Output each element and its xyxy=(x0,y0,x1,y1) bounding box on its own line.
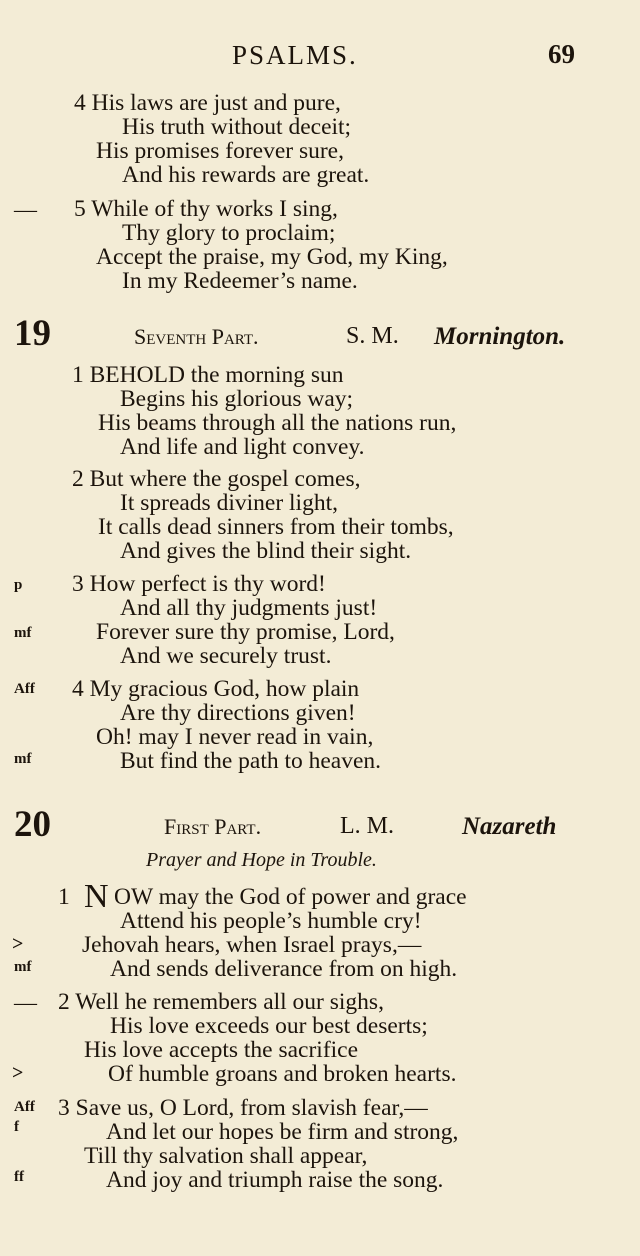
accent-mark: > xyxy=(12,933,24,955)
verse-line: Oh! may I never read in vain, xyxy=(96,724,374,750)
dynamic-dash: — xyxy=(14,990,37,1015)
verse-line: 5 While of thy works I sing, xyxy=(74,196,338,222)
dynamic-mark: Aff xyxy=(14,681,35,697)
verse-line: OW may the God of power and grace xyxy=(114,884,467,910)
verse-line: 4 His laws are just and pure, xyxy=(74,90,341,116)
verse-line: And sends deliverance from on high. xyxy=(110,956,458,982)
verse-line: Attend his people’s humble cry! xyxy=(120,908,422,934)
verse-line: His truth without deceit; xyxy=(122,114,352,140)
verse-line: His love accepts the sacrifice xyxy=(84,1037,359,1063)
dynamic-mark: mf xyxy=(14,625,32,641)
part-heading xyxy=(164,816,261,838)
verse-line: Are thy directions given! xyxy=(120,700,356,726)
verse-line: 2 Well he remembers all our sighs, xyxy=(58,989,384,1015)
psalm-number: 20 xyxy=(14,804,51,845)
page-number: 69 xyxy=(548,39,575,69)
verse-line: And joy and triumph raise the song. xyxy=(106,1167,444,1193)
verse-line: Thy glory to proclaim; xyxy=(122,220,336,246)
verse-line: 3 Save us, O Lord, from slavish fear,— xyxy=(58,1095,428,1121)
verse-line: Of humble groans and broken hearts. xyxy=(108,1061,457,1087)
verse-line: Begins his glorious way; xyxy=(120,386,354,412)
verse-line: In my Redeemer’s name. xyxy=(122,268,358,294)
verse-line: His love exceeds our best deserts; xyxy=(110,1013,428,1039)
dynamic-dash: — xyxy=(14,197,37,222)
verse-line: Till thy salvation shall appear, xyxy=(84,1143,368,1169)
psalm-number: 19 xyxy=(14,313,51,354)
verse-line: And all thy judgments just! xyxy=(120,595,378,621)
verse-line: Jehovah hears, when Israel prays,— xyxy=(82,932,422,958)
running-title: PSALMS. xyxy=(232,40,358,70)
verse-line: But find the path to heaven. xyxy=(120,748,382,774)
verse-line: Accept the praise, my God, my King, xyxy=(96,244,448,270)
dynamic-mark: Aff xyxy=(14,1099,35,1115)
verse-line: And let our hopes be firm and strong, xyxy=(106,1119,459,1145)
verse-line: And his rewards are great. xyxy=(122,162,370,188)
dynamic-mark: ff xyxy=(14,1169,24,1185)
verse-line: And gives the blind their sight. xyxy=(120,538,412,564)
dynamic-mark: f xyxy=(14,1119,19,1135)
verse-line: And we securely trust. xyxy=(120,643,332,669)
dynamic-mark: mf xyxy=(14,959,32,975)
drop-capital: N xyxy=(84,878,109,915)
psalm-subtitle: Prayer and Hope in Trouble. xyxy=(146,849,377,871)
dynamic-mark: mf xyxy=(14,751,32,767)
verse-line: Forever sure thy promise, Lord, xyxy=(96,619,395,645)
verse-line: 2 But where the gospel comes, xyxy=(72,466,361,492)
verse-line: It spreads diviner light, xyxy=(120,490,338,516)
part-title: Seventh Part. xyxy=(134,324,259,349)
page-header xyxy=(0,40,640,76)
dynamic-mark: p xyxy=(14,577,23,593)
part-title: First Part. xyxy=(164,814,262,839)
tune-name: Nazareth xyxy=(462,813,557,840)
verse-line: And life and light convey. xyxy=(120,434,365,460)
verse-line: His promises forever sure, xyxy=(96,138,344,164)
verse-line: 3 How perfect is thy word! xyxy=(72,571,326,597)
verse-line: His beams through all the nations run, xyxy=(98,410,457,436)
meter: S. M. xyxy=(346,323,399,349)
verse-line: It calls dead sinners from their tombs, xyxy=(98,514,454,540)
verse-line: 1 BEHOLD the morning sun xyxy=(72,362,344,388)
verse-line: 4 My gracious God, how plain xyxy=(72,676,360,702)
accent-mark: > xyxy=(12,1062,24,1084)
meter: L. M. xyxy=(340,813,394,839)
tune-name: Mornington. xyxy=(434,323,566,350)
part-heading xyxy=(134,326,259,348)
verse-number: 1 xyxy=(58,884,70,910)
